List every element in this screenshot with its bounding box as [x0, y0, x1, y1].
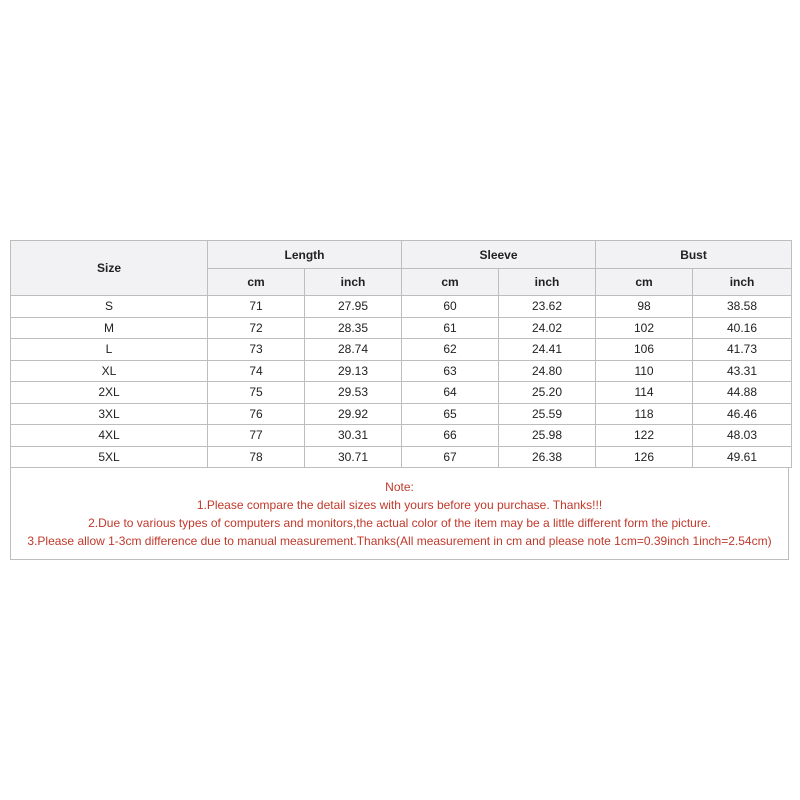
- table-row: [11, 339, 792, 361]
- size-cell: 3XL: [11, 403, 208, 425]
- table-row: [11, 403, 792, 425]
- measurement-cell: 64: [402, 382, 499, 404]
- measurement-cell: 114: [596, 382, 693, 404]
- size-header: Size: [11, 241, 208, 296]
- measurement-cell: 75: [208, 382, 305, 404]
- size-cell: XL: [11, 360, 208, 382]
- size-table: [10, 240, 792, 468]
- note-title: Note:: [385, 480, 414, 494]
- size-cell: 5XL: [11, 446, 208, 468]
- measurement-cell: 25.20: [499, 382, 596, 404]
- measurement-cell: 122: [596, 425, 693, 447]
- measurement-cell: 30.71: [305, 446, 402, 468]
- measurement-cell: 110: [596, 360, 693, 382]
- unit-header: cm: [596, 269, 693, 296]
- measurement-cell: 63: [402, 360, 499, 382]
- measurement-cell: 29.92: [305, 403, 402, 425]
- size-cell: 4XL: [11, 425, 208, 447]
- measurement-cell: 67: [402, 446, 499, 468]
- measurement-cell: 60: [402, 296, 499, 318]
- table-row: [11, 296, 792, 318]
- bust-header: Bust: [596, 241, 792, 269]
- unit-header: cm: [402, 269, 499, 296]
- measurement-cell: 48.03: [693, 425, 792, 447]
- unit-header: inch: [305, 269, 402, 296]
- measurement-cell: 98: [596, 296, 693, 318]
- measurement-cell: 28.74: [305, 339, 402, 361]
- measurement-cell: 28.35: [305, 317, 402, 339]
- measurement-cell: 30.31: [305, 425, 402, 447]
- measurement-cell: 74: [208, 360, 305, 382]
- note-line: 1.Please compare the detail sizes with yours before you purchase. Thanks!!!: [196, 498, 603, 512]
- unit-header: inch: [499, 269, 596, 296]
- measurement-cell: 26.38: [499, 446, 596, 468]
- measurement-cell: 62: [402, 339, 499, 361]
- measurement-cell: 78: [208, 446, 305, 468]
- measurement-cell: 25.98: [499, 425, 596, 447]
- measurement-cell: 24.41: [499, 339, 596, 361]
- measurement-cell: 40.16: [693, 317, 792, 339]
- measurement-cell: 102: [596, 317, 693, 339]
- measurement-cell: 77: [208, 425, 305, 447]
- measurement-cell: 43.31: [693, 360, 792, 382]
- table-row: [11, 382, 792, 404]
- note-line: 2.Due to various types of computers and monitors,the actual color of the item may be a little different form the picture.: [88, 516, 711, 530]
- measurement-cell: 118: [596, 403, 693, 425]
- size-cell: M: [11, 317, 208, 339]
- size-cell: L: [11, 339, 208, 361]
- measurement-cell: 76: [208, 403, 305, 425]
- notes-box: [10, 468, 789, 560]
- length-header: Length: [208, 241, 402, 269]
- measurement-cell: 66: [402, 425, 499, 447]
- measurement-cell: 46.46: [693, 403, 792, 425]
- note-line: 3.Please allow 1-3cm difference due to manual measurement.Thanks(All measurement in cm and please note 1cm=0.39inch 1inch=2.54cm): [27, 534, 772, 548]
- size-chart: [10, 240, 791, 560]
- measurement-cell: 24.80: [499, 360, 596, 382]
- unit-header: inch: [693, 269, 792, 296]
- measurement-cell: 71: [208, 296, 305, 318]
- table-row: [11, 446, 792, 468]
- table-row: [11, 360, 792, 382]
- measurement-cell: 106: [596, 339, 693, 361]
- unit-header: cm: [208, 269, 305, 296]
- size-cell: S: [11, 296, 208, 318]
- measurement-cell: 38.58: [693, 296, 792, 318]
- measurement-cell: 73: [208, 339, 305, 361]
- measurement-cell: 27.95: [305, 296, 402, 318]
- measurement-cell: 44.88: [693, 382, 792, 404]
- measurement-cell: 126: [596, 446, 693, 468]
- measurement-cell: 24.02: [499, 317, 596, 339]
- table-row: [11, 317, 792, 339]
- sleeve-header: Sleeve: [402, 241, 596, 269]
- size-cell: 2XL: [11, 382, 208, 404]
- measurement-cell: 25.59: [499, 403, 596, 425]
- measurement-cell: 61: [402, 317, 499, 339]
- measurement-cell: 29.13: [305, 360, 402, 382]
- measurement-cell: 65: [402, 403, 499, 425]
- measurement-cell: 41.73: [693, 339, 792, 361]
- measurement-cell: 29.53: [305, 382, 402, 404]
- table-row: [11, 425, 792, 447]
- measurement-cell: 49.61: [693, 446, 792, 468]
- measurement-cell: 23.62: [499, 296, 596, 318]
- measurement-cell: 72: [208, 317, 305, 339]
